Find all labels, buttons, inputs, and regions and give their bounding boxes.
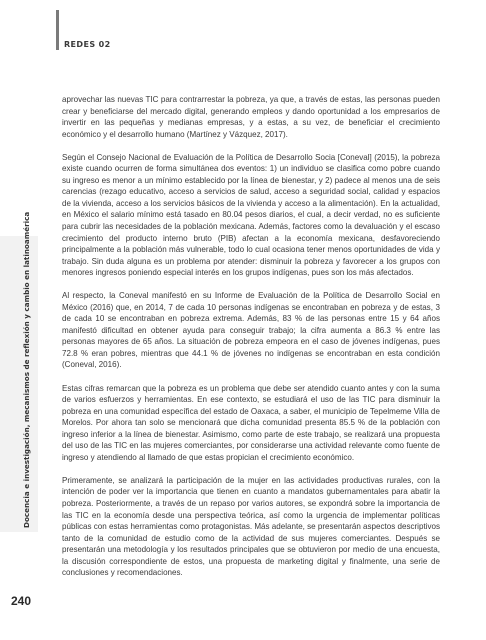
sidebar-band xyxy=(0,236,38,532)
paragraph: Estas cifras remarcan que la pobreza es un problema que debe ser atendido cuanto antes y con la suma de varios esfuerzos y herramientas. En ese contexto, se estudiará el uso de las TIC para disminuir la pobreza en una comunidad específica del estado de Oaxaca, a saber, el municipio de Tepelmeme Villa de Morelos. Por ahora tan solo se mencionará que dicha comunidad presenta 85.5 % de la población con ingreso inferior a la línea de bienestar. Asimismo, como parte de este trabajo, se realizará una propuesta del uso de las TIC en las mujeres comerciantes, por considerarse una actividad relevante como fuente de ingreso y atendiendo al llamado de que estas propician el crecimiento económico. xyxy=(62,383,440,462)
page-number: 240 xyxy=(11,594,32,608)
body-text xyxy=(62,94,440,590)
paragraph: Primeramente, se analizará la participación de la mujer en las actividades productivas rurales, con la intención de poder ver la importancia que tienen en cuanto a mandatos gubernamentales para abatir la pobreza. Posteriormente, a través de un repaso por varios autores, se expondrá sobre la importancia de las TIC en la economía desde una perspectiva teórica, así como la urgencia de implementar políticas públicas con estas herramientas como protagonistas. Más adelante, se presentarán aspectos descriptivos tanto de la comunidad de estudio como de la actividad de sus mujeres comerciantes. Después se presentarán una metodología y los resultados principales que se obtuvieron por medio de una encuesta, la discusión correspondiente de estos, una propuesta de marketing digital y finalmente, una serie de conclusiones y recomendaciones. xyxy=(62,475,440,578)
vertical-book-title: Docencia e investigación, mecanismos de reflexión y cambio en latinoamérica xyxy=(22,211,31,528)
running-header: REDES 02 xyxy=(64,40,111,49)
header-rule xyxy=(56,10,59,50)
paragraph: Según el Consejo Nacional de Evaluación de la Política de Desarrollo Socia [Coneval] (2015), la pobreza existe cuando ocurren de forma simultánea dos eventos: 1) un individuo se clasifica como pobre cuando su ingreso es menor a un mínimo establecido por la línea de bienestar, y 2) padece al menos una de seis carencias (rezago educativo, acceso a servicios de salud, acceso a seguridad social, calidad y espacios de la vivienda, acceso a los servicios básicos de la vivienda y acceso a la alimentación). En la actualidad, en México el salario mínimo está tasado en 80.04 pesos diarios, el cual, a decir verdad, no es suficiente para cubrir las necesidades de la población mexicana. Además, factores como la devaluación y el escaso crecimiento del producto interno bruto (PIB) afectan a la economía mexicana, desfavoreciendo principalmente a la población más vulnerable, todo lo cual ocasiona tener menos oportunidades de vida y trabajo. Sin duda alguna es un problema por atender: disminuir la pobreza y favorecer a los grupos con menores ingresos poniendo especial interés en los grupos indígenas, pues son los más afectados. xyxy=(62,152,440,278)
paragraph: Al respecto, la Coneval manifestó en su Informe de Evaluación de la Política de Desarrollo Social en México (2016) que, en 2014, 7 de cada 10 personas indígenas se encontraban en pobreza y de estas, 3 de cada 10 se encontraban en pobreza extrema. Además, 83 % de las personas entre 15 y 64 años manifestó dificultad en obtener ayuda para conseguir trabajo; la cifra aumenta a 86.3 % entre las personas mayores de 65 años. La situación de pobreza empeora en el caso de jóvenes indígenas, pues 72.8 % eran pobres, mientras que 44.1 % de jóvenes no indígenas se encontraban en esta condición (Coneval, 2016). xyxy=(62,291,440,370)
paragraph: aprovechar las nuevas TIC para contrarrestar la pobreza, ya que, a través de estas, las personas pueden crear y beneficiarse del mercado digital, generando empleos y dando oportunidad a los empresarios de invertir en las pequeñas y medianas empresas, y a estas, a su vez, de beneficiar el crecimiento económico y el desarrollo humano (Martínez y Vázquez, 2017). xyxy=(62,95,440,139)
